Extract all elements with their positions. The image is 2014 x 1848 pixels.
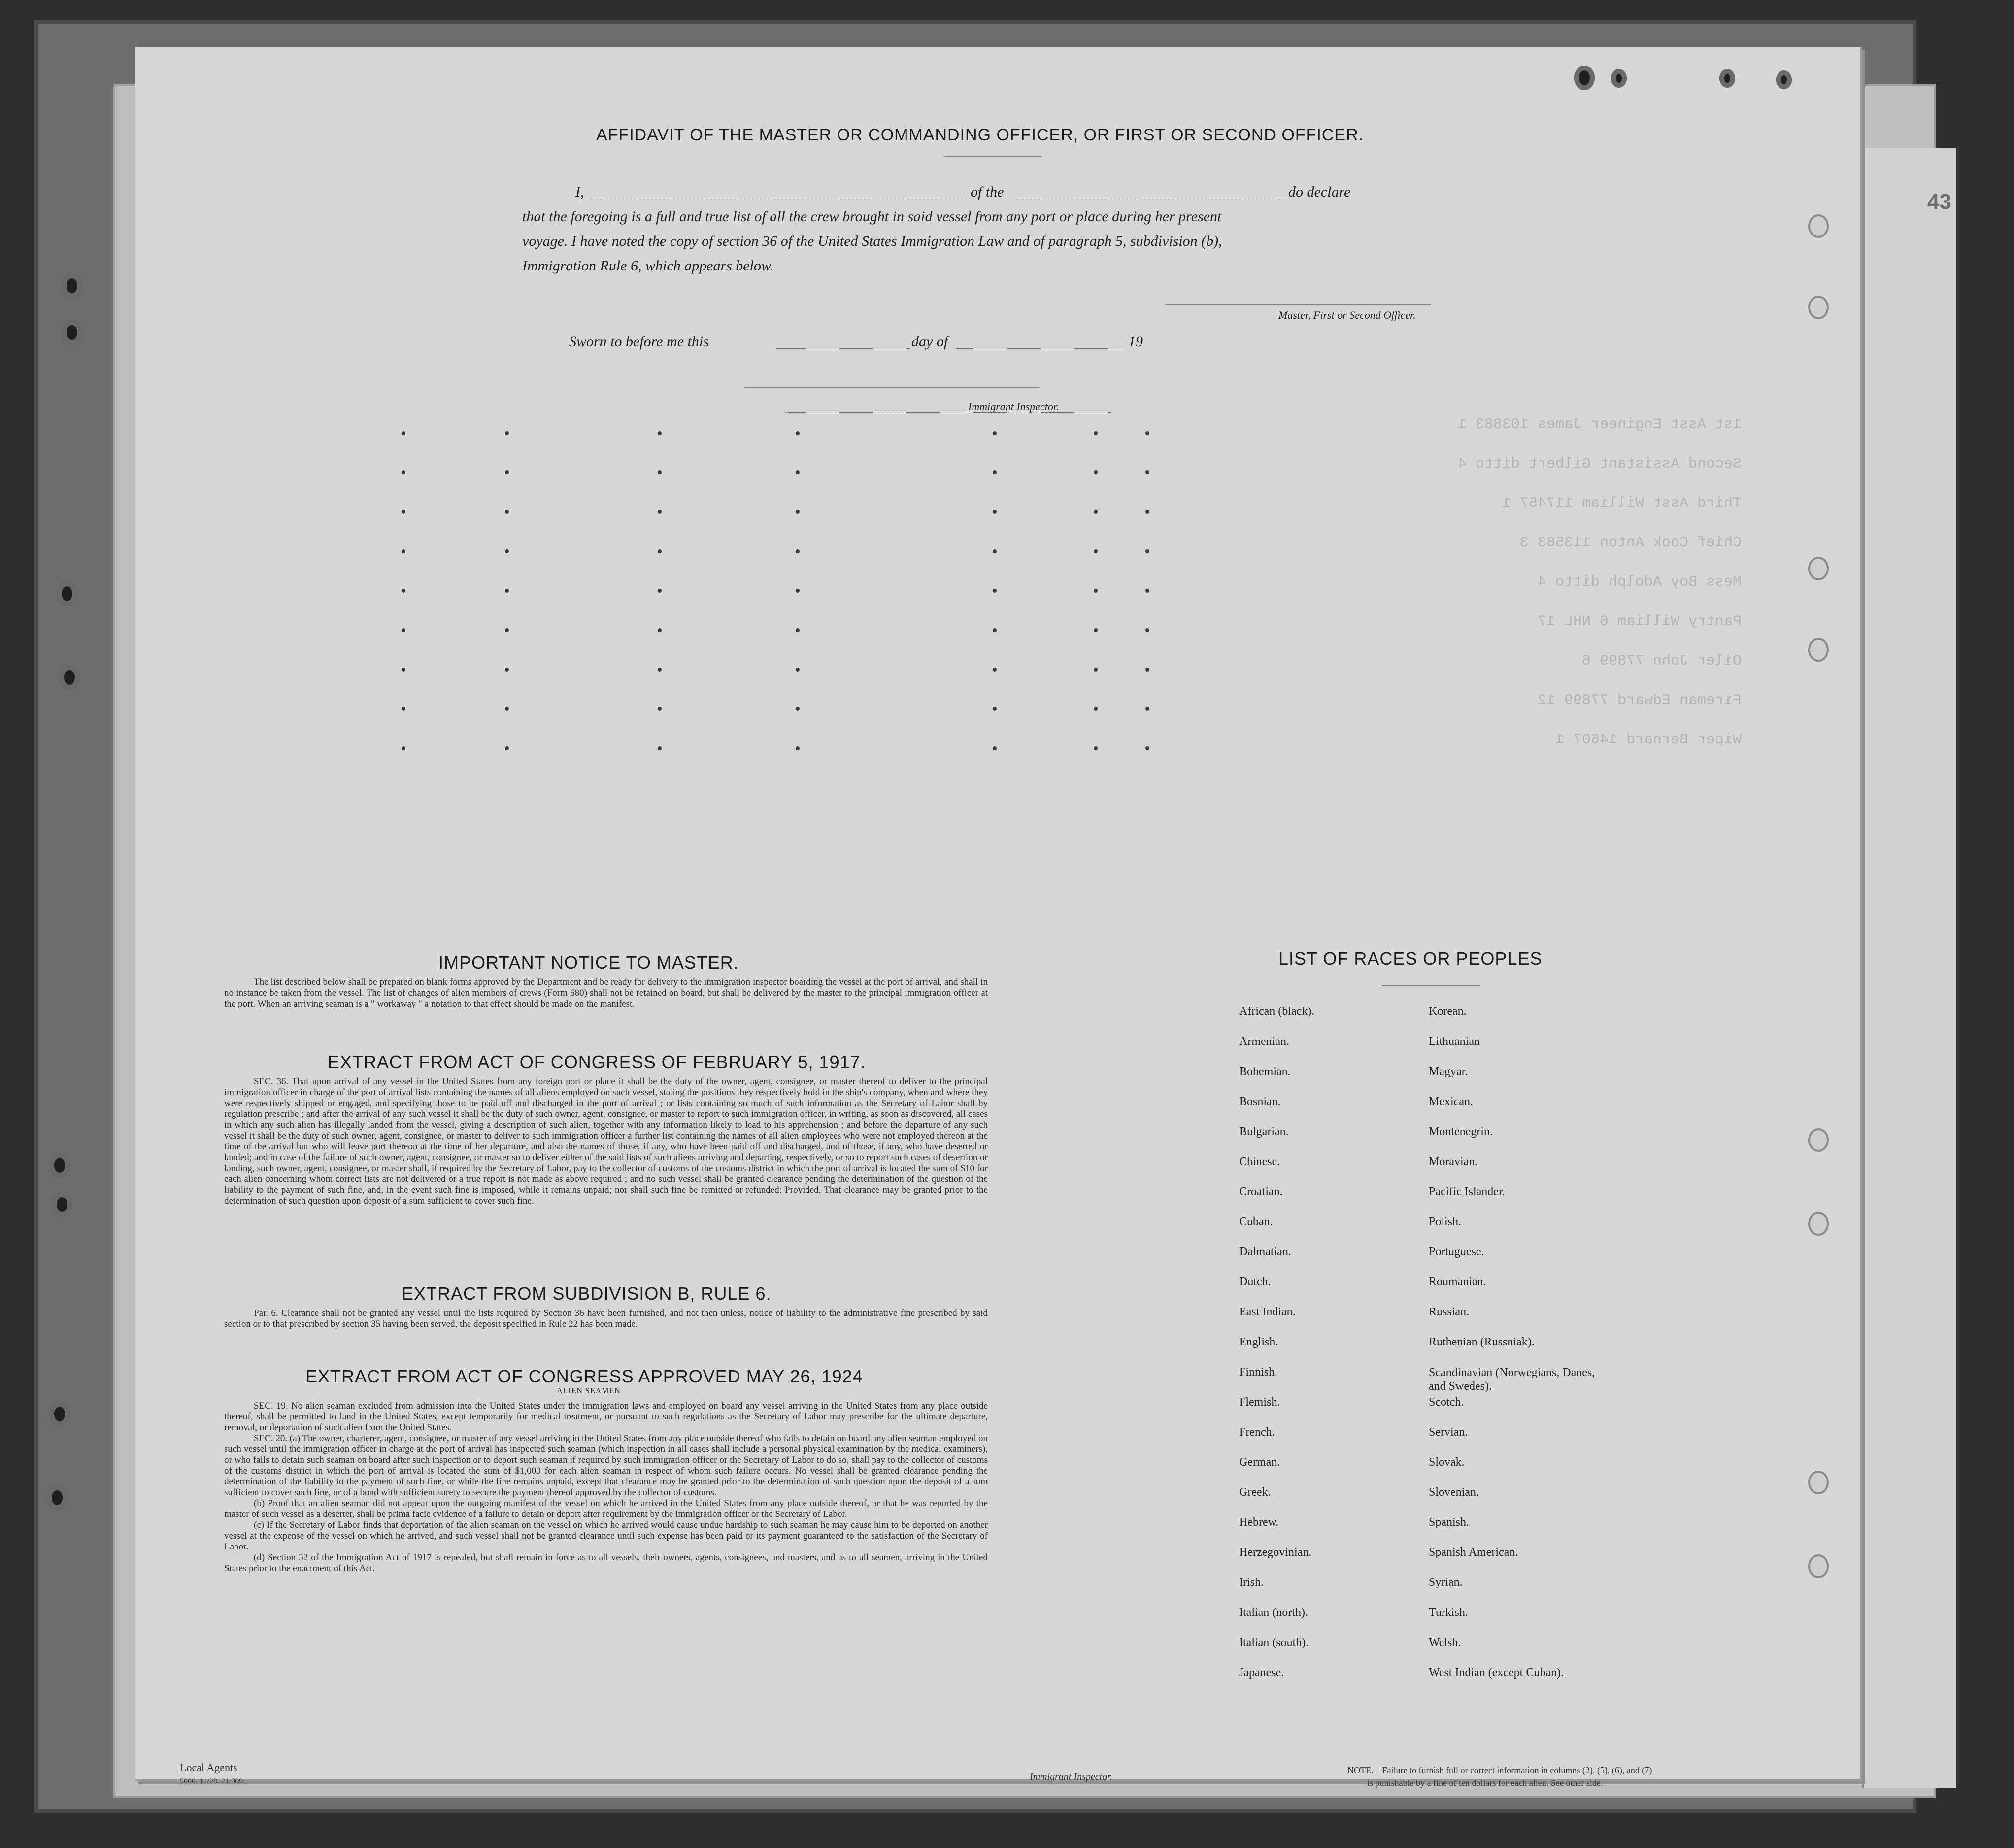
- race-item: Slovenian.: [1429, 1486, 1479, 1499]
- ditto-dot: [658, 431, 662, 435]
- ditto-dot: [993, 668, 997, 672]
- extract-1924-paragraph: SEC. 20. (a) The owner, charterer, agent, consignee, or master of any vessel arriving in the United States from any place outside thereof who fails to detain on board any alien seaman employed on such vessel until the immigration officer in charge at the port of arrival has inspected such seaman (which inspection in all cases shall include a personal physical examination by the medical examiners), or who fails to detain such seaman on board after such inspection or to deport such seaman if required by such immigration officer or the Secretary of Labor to do so, shall pay to the collector of customs of the customs district in which the port of arrival is located the sum of $1,000 for each alien seaman in respect of whom such failure occurs. No vessel shall be granted clearance pending the determination of the liability to the payment of such fine, or while the fine remains unpaid, except that clearance may be granted prior to the determination of such question upon the deposit of a sum sufficient to cover such fine, or of a bond with sufficient surety to secure the payment thereof approved by the collector of customs.: [224, 1433, 988, 1498]
- binder-hole: [59, 665, 80, 690]
- day-of-text: day of: [911, 334, 948, 350]
- notice-title: IMPORTANT NOTICE TO MASTER.: [438, 952, 739, 973]
- footer-note-line-2: is punishable by a fine of ten dollars for each alien. See other side.: [1367, 1778, 1603, 1788]
- ditto-dot: [993, 589, 997, 593]
- race-item: Servian.: [1429, 1426, 1468, 1439]
- ditto-dot: [1145, 549, 1149, 553]
- extract-1917-paragraph: SEC. 36. That upon arrival of any vessel in the United States from any foreign port or place it shall be the duty of the owner, agent, consignee, or master thereof to deliver to the principal immigration officer in charge of the port of arrival lists containing the names of all aliens employed on such vessel, stating the positions they respectively hold in the ship's company, when and where they were respectively shipped or engaged, and specifying those to be paid off and discharged in the port of arrival ; or lists containing so much of such information as the Secretary of Labor shall by regulation prescribe ; and after the arrival of any such vessel it shall be the duty of such owner, agent, consignee, or master to report to such immigration officer, in writing, as soon as discovered, all cases in which any such alien has illegally landed from the vessel, giving a description of such alien, together with any information likely to lead to his apprehension ; and before the departure of any such vessel it shall be the duty of such owner, agent, consignee, or master to deliver to such immigration officer a further list containing the names of all alien employees who were not employed thereon at the time of the arrival but who will leave port thereon at the time of her departure, and also the names of those, if any, who have been paid off and discharged, and of those, if any, who have deserted or landed; and in case of the failure of such owner, agent, consignee, or master so to deliver either of the said lists of such aliens arriving and departing, respectively, or so to report such cases of desertion or landing, such owner, agent, consignee, or master shall, if required by the Secretary of Labor, pay to the collector of customs of the customs district in which the port of arrival is located the sum of $10 for each alien concerning whom correct lists are not delivered or a true report is not made as above required ; and no such vessel shall be granted clearance pending the determination of the question of the liability to the payment of such fine, and, in the event such fine is imposed, while it remains unpaid; nor shall such fine be remitted or refunded: Provided, That clearance may be granted prior to the determination of such question upon deposit of a sum sufficient to cover such fine.: [224, 1076, 988, 1206]
- race-item: Greek.: [1239, 1486, 1271, 1499]
- race-item: Spanish American.: [1429, 1546, 1518, 1559]
- race-item: Italian (south).: [1239, 1636, 1309, 1649]
- race-item: German.: [1239, 1456, 1280, 1469]
- race-item: Mexican.: [1429, 1095, 1473, 1108]
- ditto-dot: [402, 549, 405, 553]
- show-through-line: 1st Asst Engineer James 103883 1: [1457, 416, 1742, 433]
- ditto-dot: [402, 668, 405, 672]
- reinforcement-ring: [1808, 557, 1829, 580]
- race-item: Herzegovinian.: [1239, 1546, 1312, 1559]
- year-prefix: 19: [1128, 334, 1143, 350]
- binder-hole: [52, 1192, 72, 1217]
- extract-1917-title: EXTRACT FROM ACT OF CONGRESS OF FEBRUARY 5, 1917.: [328, 1052, 866, 1072]
- sworn-text: Sworn to before me this: [569, 334, 709, 350]
- show-through-line: Third Asst William 117457 1: [1502, 495, 1742, 512]
- ditto-dot: [1094, 707, 1098, 711]
- ditto-dot: [402, 628, 405, 632]
- ditto-dot: [796, 589, 800, 593]
- affidavit-line-2: that the foregoing is a full and true list of all the crew brought in said vessel from any port or place during her present: [522, 208, 1222, 225]
- ditto-dot: [505, 549, 509, 553]
- race-item: Syrian.: [1429, 1576, 1463, 1589]
- race-item: Scotch.: [1429, 1396, 1464, 1409]
- ditto-dot: [1094, 431, 1098, 435]
- ditto-dot: [1145, 589, 1149, 593]
- race-item: Roumanian.: [1429, 1276, 1486, 1288]
- form-code: 5000. 11/28. 21/309.: [180, 1777, 245, 1785]
- races-title: LIST OF RACES OR PEOPLES: [1278, 948, 1543, 969]
- ditto-dot: [993, 510, 997, 514]
- extract-1924-paragraph: (b) Proof that an alien seaman did not appear upon the outgoing manifest of the vessel on which he arrived in the United States from any place outside thereof, or that he was reported by the master of such vessel as a deserter, shall be prima facie evidence of a failure to detain or deport after requirement by the immigration officer or the Secretary of Labor.: [224, 1498, 988, 1519]
- race-item: African (black).: [1239, 1005, 1315, 1018]
- ditto-dot: [1094, 510, 1098, 514]
- ditto-dot: [1145, 746, 1149, 750]
- reinforcement-ring: [1808, 1212, 1829, 1236]
- ditto-dot: [505, 470, 509, 474]
- show-through-line: Fireman Edward 77899 12: [1537, 692, 1742, 709]
- punch-hole: [1611, 69, 1627, 88]
- show-through-line: Oiler John 77899 6: [1581, 653, 1742, 670]
- ditto-dot: [993, 431, 997, 435]
- race-item: Russian.: [1429, 1306, 1470, 1318]
- reinforcement-ring: [1808, 638, 1829, 662]
- ditto-dot: [658, 628, 662, 632]
- race-item: Hebrew.: [1239, 1516, 1279, 1529]
- ditto-dot: [796, 510, 800, 514]
- ditto-dot: [402, 510, 405, 514]
- show-through-area: [264, 411, 1791, 855]
- punch-hole: [1776, 70, 1792, 89]
- race-item: Dalmatian.: [1239, 1245, 1291, 1258]
- binder-hole: [62, 320, 82, 345]
- reinforcement-ring: [1808, 1554, 1829, 1578]
- race-item: Irish.: [1239, 1576, 1264, 1589]
- month-blank: [956, 348, 1123, 349]
- ditto-dot: [505, 431, 509, 435]
- race-item: Ruthenian (Russniak).: [1429, 1336, 1535, 1348]
- race-item: Slovak.: [1429, 1456, 1465, 1469]
- ditto-dot: [1094, 549, 1098, 553]
- race-item: Armenian.: [1239, 1035, 1289, 1048]
- ditto-dot: [1145, 510, 1149, 514]
- ditto-dot: [658, 549, 662, 553]
- ditto-dot: [505, 707, 509, 711]
- race-item: Flemish.: [1239, 1396, 1280, 1409]
- notice-text: [224, 977, 988, 1009]
- race-item: Croatian.: [1239, 1185, 1283, 1198]
- footer-inspector-caption: Immigrant Inspector.: [1030, 1771, 1112, 1782]
- race-item: Portuguese.: [1429, 1245, 1484, 1258]
- ditto-dot: [658, 746, 662, 750]
- ditto-dot: [658, 589, 662, 593]
- extract-1924-title: EXTRACT FROM ACT OF CONGRESS APPROVED MAY 26, 1924: [305, 1366, 863, 1386]
- document-page: [135, 47, 1862, 1788]
- binder-hole: [47, 1485, 67, 1510]
- ditto-dot: [993, 549, 997, 553]
- ditto-dot: [796, 431, 800, 435]
- binder-hole: [49, 1402, 70, 1426]
- race-item: Lithuanian: [1429, 1035, 1480, 1048]
- ditto-dot: [505, 628, 509, 632]
- ditto-dot: [796, 470, 800, 474]
- race-item: Welsh.: [1429, 1636, 1461, 1649]
- race-item: Moravian.: [1429, 1155, 1478, 1168]
- races-title-underline: [1382, 985, 1480, 986]
- extract-1924-text: [224, 1401, 988, 1574]
- reinforcement-ring: [1808, 214, 1829, 238]
- ditto-dot: [993, 707, 997, 711]
- title-underline: [943, 156, 1042, 157]
- ditto-dot: [993, 470, 997, 474]
- ditto-dot: [505, 746, 509, 750]
- race-item: French.: [1239, 1426, 1275, 1439]
- reinforcement-ring: [1808, 296, 1829, 319]
- ditto-dot: [658, 707, 662, 711]
- ditto-dot: [1094, 589, 1098, 593]
- inspector-caption: Immigrant Inspector.: [968, 401, 1059, 413]
- race-item: Scandinavian (Norwegians, Danes, and Swedes).: [1429, 1366, 1595, 1393]
- ditto-dot: [658, 470, 662, 474]
- race-item: Japanese.: [1239, 1666, 1284, 1679]
- race-item: Magyar.: [1429, 1065, 1468, 1078]
- local-agents-label: Local Agents: [180, 1761, 237, 1774]
- ditto-dot: [1145, 470, 1149, 474]
- ditto-dot: [1145, 431, 1149, 435]
- ditto-dot: [993, 746, 997, 750]
- ditto-dot: [1145, 628, 1149, 632]
- reinforcement-ring: [1808, 1471, 1829, 1494]
- ditto-dot: [658, 668, 662, 672]
- affidavit-title: AFFIDAVIT OF THE MASTER OR COMMANDING OFFICER, OR FIRST OR SECOND OFFICER.: [596, 126, 1364, 144]
- race-item: West Indian (except Cuban).: [1429, 1666, 1564, 1679]
- extract-1924-paragraph: (c) If the Secretary of Labor finds that deportation of the alien seaman on the vessel on which he arrived would cause undue hardship to such seaman he may cause him to be deported on another vessel at the expense of the vessel on which he arrived, and such vessel shall not be granted clearance until such expense has been paid or its payment guaranteed to the satisfaction of the Secretary of Labor.: [224, 1520, 988, 1552]
- show-through-line: Pantry William 6 NHL 17: [1537, 613, 1742, 630]
- affidavit-line-4: Immigration Rule 6, which appears below.: [522, 258, 774, 274]
- race-item: Chinese.: [1239, 1155, 1280, 1168]
- reinforcement-ring: [1808, 1128, 1829, 1152]
- ditto-dot: [796, 707, 800, 711]
- ditto-dot: [505, 668, 509, 672]
- race-item: Polish.: [1429, 1215, 1462, 1228]
- race-item: Bohemian.: [1239, 1065, 1291, 1078]
- ditto-dot: [993, 628, 997, 632]
- extract-1924-paragraph: (d) Section 32 of the Immigration Act of 1917 is repealed, but shall remain in force as to all vessels, their owners, agents, consignees, and masters, and as to all seamen, arriving in the United States prior to the enactment of this Act.: [224, 1552, 988, 1574]
- race-item: Finnish.: [1239, 1366, 1278, 1378]
- ditto-dot: [796, 668, 800, 672]
- extract-rule6-paragraph: Par. 6. Clearance shall not be granted any vessel until the lists required by Section 36 have been furnished, and not then unless, notice of liability to the administrative fine prescribed by said section or to that prescribed by section 35 having been served, the deposit specified in Rule 22 has been made.: [224, 1308, 988, 1329]
- affidavit-of-the: of the: [971, 184, 1004, 200]
- ditto-dot: [402, 470, 405, 474]
- affidavit-i: I,: [575, 184, 584, 200]
- race-item: Bulgarian.: [1239, 1125, 1289, 1138]
- show-through-line: Wiper Bernard 14607 1: [1555, 732, 1742, 748]
- race-item: Bosnian.: [1239, 1095, 1281, 1108]
- ditto-dot: [1094, 746, 1098, 750]
- ditto-dot: [505, 589, 509, 593]
- race-item: Italian (north).: [1239, 1606, 1308, 1619]
- ditto-dot: [1094, 668, 1098, 672]
- race-item: Montenegrin.: [1429, 1125, 1493, 1138]
- sworn-day-blank: [776, 348, 909, 349]
- ditto-dot: [1145, 668, 1149, 672]
- show-through-line: Second Assistant Gilbert ditto 4: [1457, 456, 1742, 472]
- ditto-dot: [658, 510, 662, 514]
- alien-seamen-subtitle: ALIEN SEAMEN: [557, 1387, 621, 1395]
- ditto-dot: [796, 746, 800, 750]
- ditto-dot: [402, 589, 405, 593]
- ditto-dot: [796, 628, 800, 632]
- race-item: Pacific Islander.: [1429, 1185, 1505, 1198]
- affidavit-line-3: voyage. I have noted the copy of section 36 of the United States Immigration Law and of paragraph 5, subdivision (b),: [522, 233, 1222, 249]
- ditto-dot: [1145, 707, 1149, 711]
- race-item: Dutch.: [1239, 1276, 1271, 1288]
- ditto-dot: [402, 431, 405, 435]
- punch-hole: [1574, 66, 1595, 90]
- binder-hole: [57, 581, 77, 606]
- race-item: Korean.: [1429, 1005, 1467, 1018]
- ditto-dot: [796, 549, 800, 553]
- ditto-dot: [1094, 628, 1098, 632]
- master-signature-line: [1165, 304, 1431, 305]
- binder-hole: [49, 1153, 70, 1177]
- extract-rule6-title: EXTRACT FROM SUBDIVISION B, RULE 6.: [402, 1283, 772, 1304]
- race-item: Spanish.: [1429, 1516, 1470, 1529]
- margin-page-number: 43: [1927, 190, 1951, 214]
- ditto-dot: [402, 746, 405, 750]
- notice-paragraph: The list described below shall be prepared on blank forms approved by the Department and be ready for delivery to the immigration inspector boarding the vessel at the port of arrival, and shall in no instance be taken from the vessel. The list of changes of alien members of crews (Form 680) shall not be retained on board, but shall be delivered by the master to the principal immigration officer at the port. When an arriving seaman is a " workaway " a notation to that effect should be made on the manifest.: [224, 977, 988, 1009]
- race-item: Turkish.: [1429, 1606, 1468, 1619]
- extract-rule6-text: [224, 1308, 988, 1330]
- race-item: English.: [1239, 1336, 1278, 1348]
- affidavit-do-declare: do declare: [1288, 184, 1351, 200]
- race-item: East Indian.: [1239, 1306, 1296, 1318]
- extract-1924-paragraph: SEC. 19. No alien seaman excluded from admission into the United States under the immigration laws and employed on board any vessel arriving in the United States from any place outside thereof, shall be permitted to land in the United States, except temporarily for medical treatment, or pursuant to such regulations as the Secretary of Labor may prescribe for the ultimate departure, removal, or deportation of such alien from the United States.: [224, 1401, 988, 1433]
- footer-note-line-1: NOTE.—Failure to furnish full or correct information in columns (2), (5), (6), and (7): [1347, 1765, 1652, 1775]
- right-edge-sheet: [1862, 148, 1956, 1788]
- show-through-line: Mess Boy Adolph ditto 4: [1537, 574, 1742, 591]
- ditto-dot: [505, 510, 509, 514]
- ditto-dot: [402, 707, 405, 711]
- punch-hole: [1719, 69, 1735, 88]
- show-through-line: Chief Cook Anton 113583 3: [1519, 535, 1742, 551]
- extract-1917-text: [224, 1076, 988, 1207]
- master-signature-caption: Master, First or Second Officer.: [1278, 309, 1416, 321]
- ditto-dot: [1094, 470, 1098, 474]
- race-item: Cuban.: [1239, 1215, 1273, 1228]
- binder-hole: [62, 273, 82, 298]
- inspector-top-line: [744, 387, 1040, 388]
- inspector-signature-line: [786, 412, 1111, 413]
